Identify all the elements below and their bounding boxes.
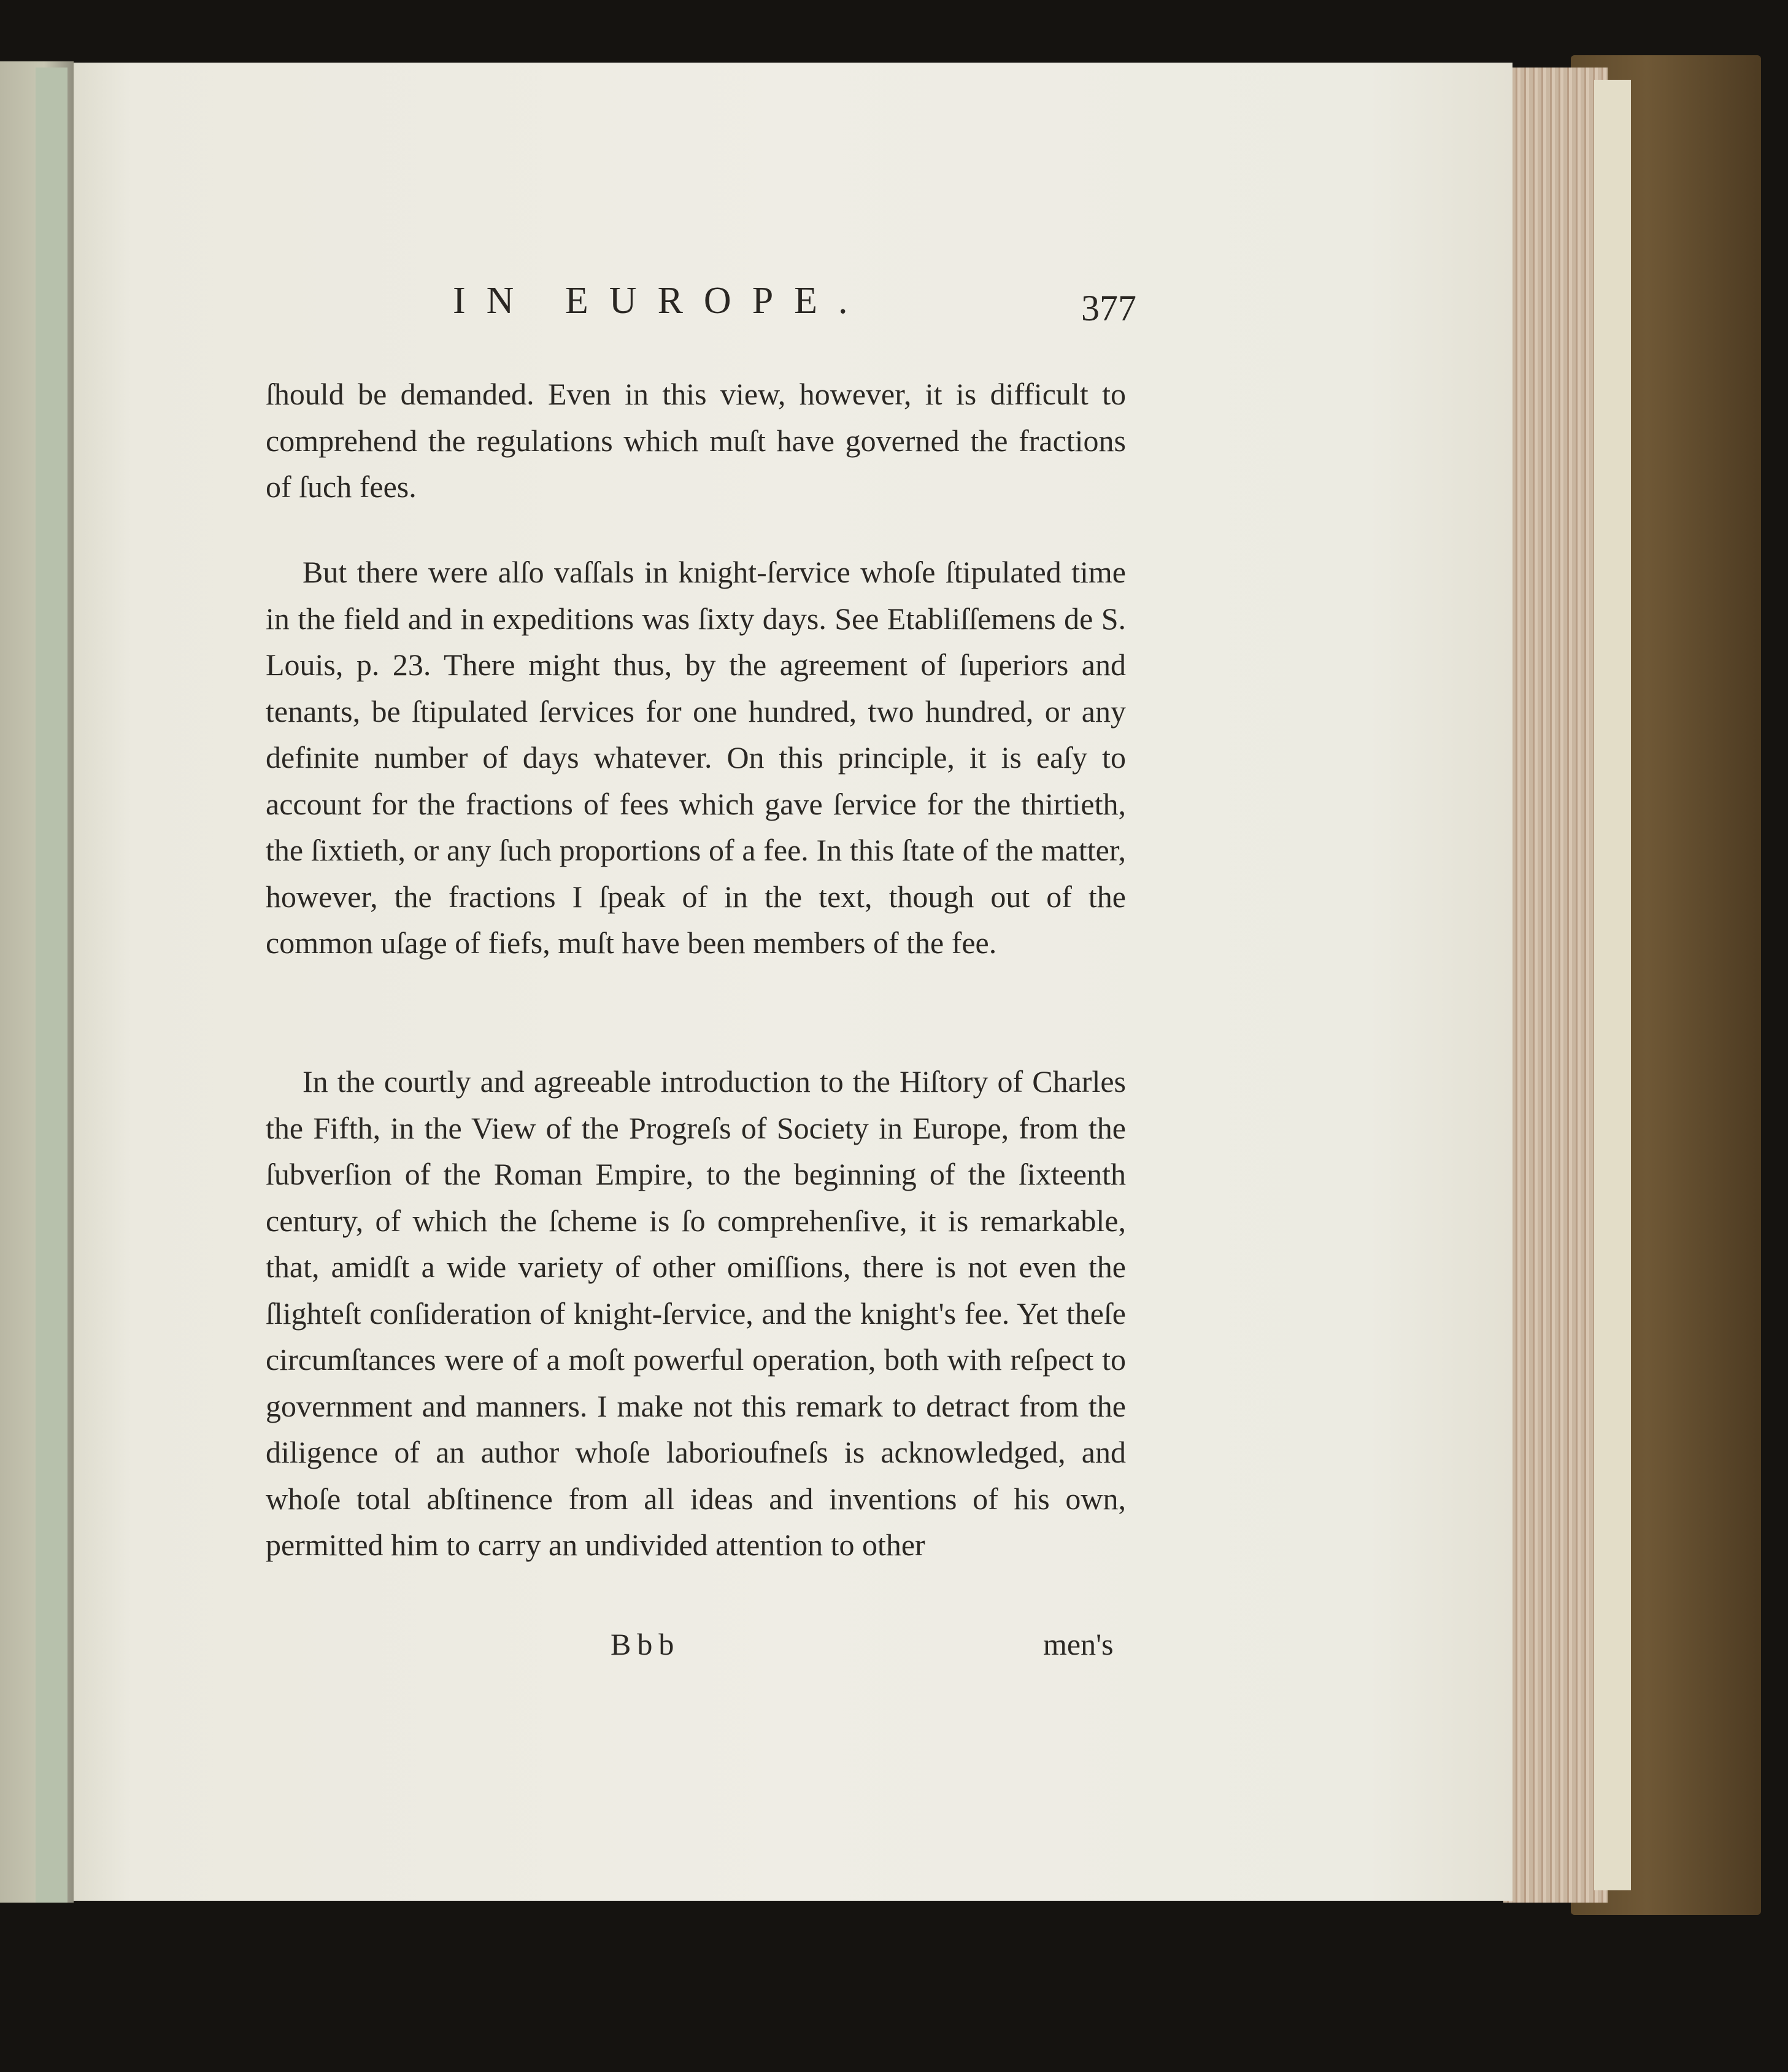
paragraph-text: In the courtly and agreeable introduction to the Hiſtory of Charles the Fifth, in the View of the Progreſs of Society in Europe, from the ſubverſion of the Roman Empire, to the beginning of the ſixteenth century, of which the ſcheme is ſo comprehenſive, it is remarkable, that, amidſt a wide variety of other omiſſions, there is not even the ſlighteſt conſideration of knight-ſervice, and the knight's fee. Yet theſe circumſtances were of a moſt powerful operation, both with reſpect to government and manners. I make not this remark to detract from the diligence of an author whoſe laborioufneſs is acknowledged, and whoſe total abſtinence from all ideas and inventions of his own, permitted him to carry an undivided attention to other [266,1064,1126,1562]
paragraph-text: But there were alſo vaſſals in knight-ſervice whoſe ſtipulated time in the field and in expeditions was ſixty days. See Etabliſſemens de S. Louis, p. 23. There might thus, by the agreement of ſuperiors and tenants, be ſtipulated ſervices for one hundred, two hundred, or any definite number of days whatever. On this principle, it is eaſy to account for the fractions of fees which gave ſervice for the thirtieth, the ſixtieth, or any ſuch proportions of a fee. In this ſtate of the matter, however, the fractions I ſpeak of in the text, though out of the common uſage of fiefs, muſt have been members of the fee. [266,555,1126,960]
catchword: men's [1043,1627,1114,1661]
page-edges [1503,68,1608,1903]
page-edge-inner [1594,80,1631,1890]
paragraph-1 [266,371,1126,511]
paragraph-3 [266,1059,1126,1569]
running-head: IN EUROPE. [453,280,869,322]
book-page [74,63,1512,1901]
page-number: 377 [1081,288,1136,328]
signature-mark: Bbb [611,1627,680,1661]
facing-page-margin [36,68,67,1903]
paragraph-text: ſhould be demanded. Even in this view, however, it is difficult to comprehend the regulations which muſt have governed the fractions of ſuch fees. [266,377,1126,504]
paragraph-2 [266,549,1126,967]
